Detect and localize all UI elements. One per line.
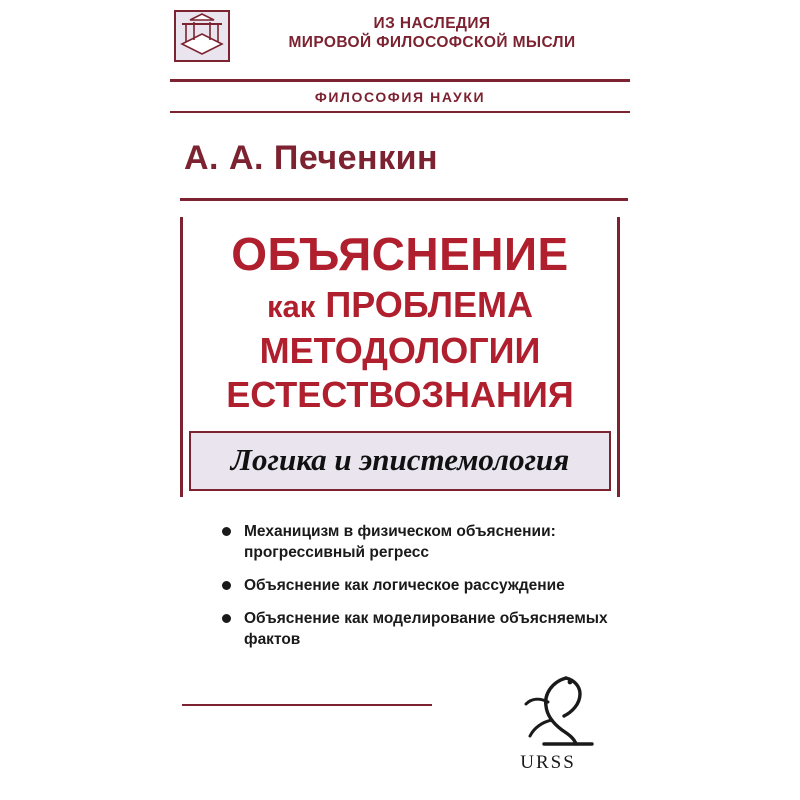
- title-line-1: ОБЪЯСНЕНИЕ: [231, 228, 569, 280]
- title-line-2-prefix: как: [267, 289, 316, 324]
- publisher-logo: [488, 672, 608, 782]
- subtitle: Логика и эпистемология: [230, 442, 570, 477]
- bullet-dot-icon: [222, 614, 231, 623]
- series-header: [170, 0, 630, 74]
- publisher-name: URSS: [520, 752, 576, 773]
- cover-footer: [170, 672, 630, 792]
- divider-author: [180, 198, 628, 201]
- list-item-label: Объяснение как моделирование объясняемых фактов: [244, 610, 608, 648]
- divider-footer: [182, 704, 432, 706]
- bullet-dot-icon: [222, 581, 231, 590]
- list-item-label: Объяснение как логическое рассуждение: [244, 577, 565, 594]
- series-line-1: ИЗ НАСЛЕДИЯ: [373, 15, 491, 32]
- series-line-2: МИРОВОЙ ФИЛОСОФСКОЙ МЫСЛИ: [288, 34, 576, 51]
- title-block: [180, 217, 620, 497]
- book-emblem-icon: [174, 10, 230, 62]
- list-item: [222, 575, 630, 596]
- title-line-3: МЕТОДОЛОГИИ: [259, 330, 541, 371]
- title-line-4: ЕСТЕСТВОЗНАНИЯ: [226, 374, 574, 415]
- list-item-label: Механицизм в физическом объяснении: прогрессивный регресс: [244, 523, 556, 561]
- highlights-list: [222, 521, 630, 650]
- list-item: [222, 608, 630, 650]
- bullet-dot-icon: [222, 527, 231, 536]
- series-title: [240, 14, 630, 52]
- book-cover: [170, 0, 630, 800]
- subtitle-box: [189, 431, 611, 491]
- title-line-2-main: ПРОБЛЕМА: [325, 284, 533, 325]
- urss-swan-logo-icon: [488, 672, 608, 750]
- author-name: А. А. Печенкин: [184, 139, 439, 177]
- subseries-label: ФИЛОСОФИЯ НАУКИ: [314, 89, 486, 105]
- title-line-2: [189, 283, 611, 329]
- list-item: [222, 521, 630, 563]
